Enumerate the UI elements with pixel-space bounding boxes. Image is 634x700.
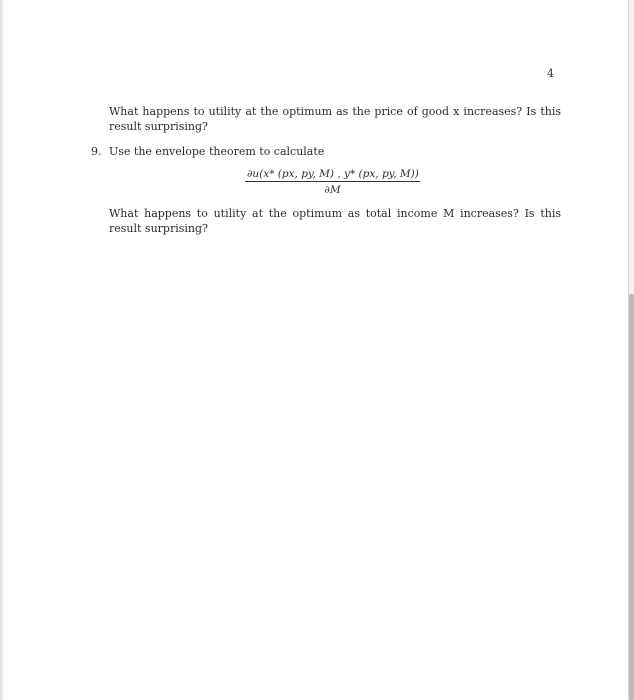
formula-denominator: ∂M <box>324 184 341 196</box>
scrollbar-thumb[interactable] <box>629 294 634 700</box>
formula-numerator: ∂u(x* (px, py, M) , y* (px, py, M)) <box>247 168 419 180</box>
page-number: 4 <box>547 67 554 80</box>
list-item-number: 9. <box>91 145 102 158</box>
page-left-shadow <box>0 0 5 700</box>
question-paragraph-income: What happens to utility at the optimum as total income M increases? Is this result surprising? <box>109 207 561 235</box>
question-paragraph-price: What happens to utility at the optimum as the price of good x increases? Is this result surprising? <box>109 105 561 133</box>
list-item-9 <box>91 144 324 159</box>
list-item-text: Use the envelope theorem to calculate <box>109 145 325 158</box>
envelope-formula <box>245 168 420 196</box>
